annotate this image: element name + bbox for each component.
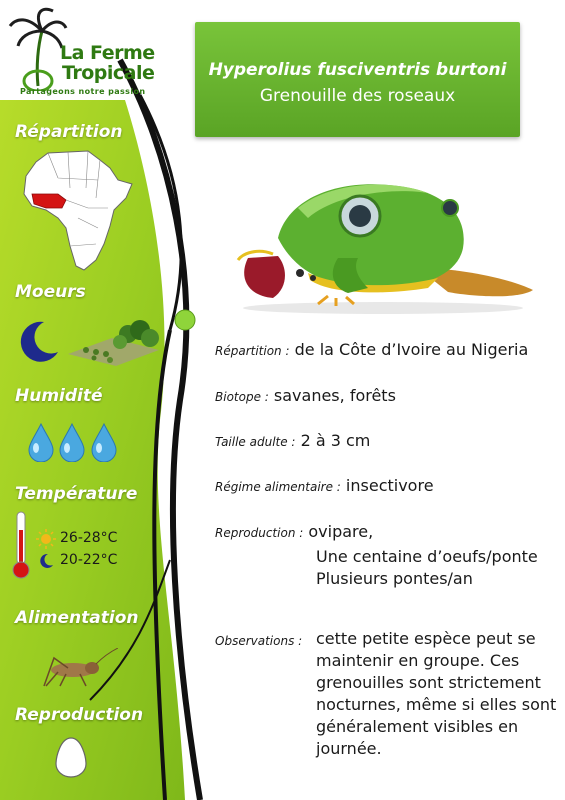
taille-value: 2 à 3 cm [300, 431, 371, 450]
biotope-label: Biotope : [215, 390, 269, 404]
info-repartition [215, 340, 528, 359]
regime-value: insectivore [345, 476, 434, 495]
palm-tree-icon [8, 6, 68, 91]
regime-label: Régime alimentaire : [215, 480, 341, 494]
sidebar-label-moeurs: Moeurs [15, 282, 86, 302]
repartition-label: Répartition : [215, 344, 290, 358]
taille-label: Taille adulte : [215, 435, 296, 449]
observations-label: Observations : [215, 634, 303, 648]
sidebar-label-temperature: Température [15, 484, 138, 504]
temp-day-value: 26-28°C [60, 530, 118, 546]
frog-photo [218, 178, 548, 318]
common-name: Grenouille des roseaux [259, 86, 456, 106]
sidebar-label-repartition: Répartition [15, 122, 123, 142]
info-reproduction [215, 522, 373, 541]
temp-night-value: 20-22°C [60, 552, 118, 568]
sun-icon [36, 529, 56, 549]
reproduction-value: ovipare, [308, 522, 374, 541]
logo-line2: Tropicale [62, 62, 155, 84]
thermometer-icon [11, 510, 31, 580]
egg-icon [54, 736, 88, 778]
info-regime [215, 476, 434, 495]
observations-value: cette petite espèce peut se maintenir en groupe. Ces grenouilles sont strictement nocturnes, même si elles sont généralement visibles en journée. [316, 629, 557, 758]
reproduction-line3: Plusieurs pontes/an [316, 569, 473, 588]
species-title-box [195, 22, 520, 137]
forest-savanna-icon [66, 316, 161, 366]
sidebar-label-reproduction: Reproduction [15, 705, 144, 725]
reproduction-label: Reproduction : [215, 526, 304, 540]
reproduction-line2: Une centaine d’oeufs/ponte [316, 547, 538, 566]
info-taille [215, 431, 370, 450]
moon-icon [14, 318, 62, 366]
water-drop-icon [27, 422, 55, 462]
africa-map-icon [18, 148, 138, 278]
info-observations-label [215, 630, 302, 649]
info-biotope [215, 386, 396, 405]
logo-line1: La Ferme [60, 42, 155, 64]
sidebar-label-alimentation: Alimentation [15, 608, 139, 628]
latin-name: Hyperolius fusciventris burtoni [208, 60, 507, 80]
cricket-icon [28, 648, 118, 688]
logo-tagline: Partageons notre passion [20, 87, 146, 96]
biotope-value: savanes, forêts [273, 386, 396, 405]
water-drop-icon [58, 422, 86, 462]
repartition-value: de la Côte d’Ivoire au Nigeria [294, 340, 529, 359]
water-drop-icon [90, 422, 118, 462]
moon-small-icon [38, 553, 54, 569]
sidebar-label-humidite: Humidité [15, 386, 103, 406]
